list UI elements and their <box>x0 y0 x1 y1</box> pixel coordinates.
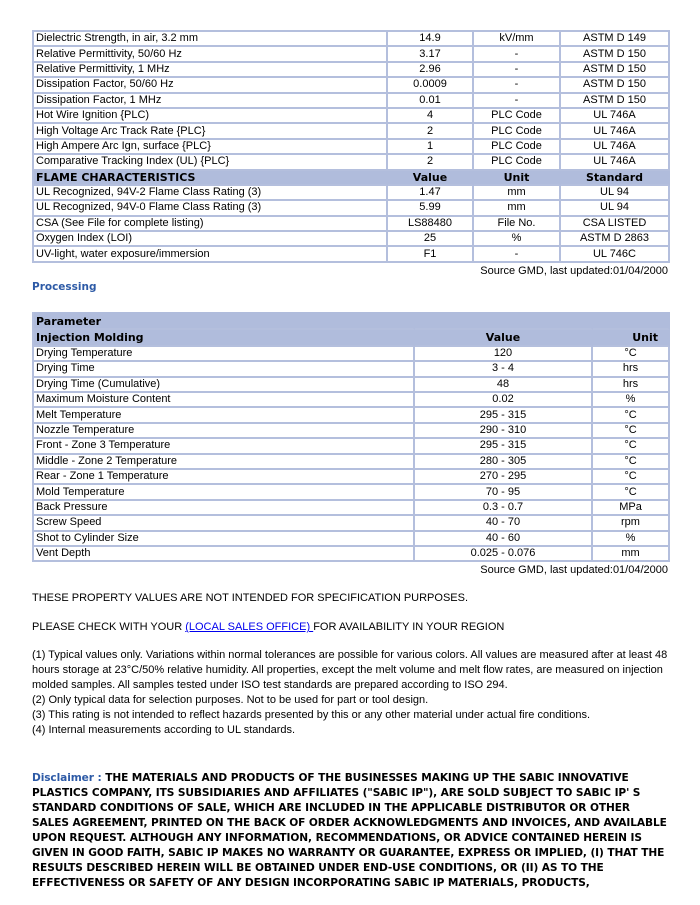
column-header-unit: Unit <box>474 171 561 186</box>
property-standard: ASTM D 149 <box>561 30 670 47</box>
property-value: LS88480 <box>388 217 474 232</box>
table-row <box>34 47 670 62</box>
column-header-standard: Standard <box>561 171 670 186</box>
parameter-value: 0.3 - 0.7 <box>415 501 593 516</box>
parameter-value: 290 - 310 <box>415 424 593 439</box>
table-row <box>34 393 670 408</box>
source-note: Source GMD, last updated:01/04/2000 <box>480 264 668 277</box>
parameter-unit: °C <box>593 470 670 485</box>
property-standard: ASTM D 150 <box>561 78 670 93</box>
parameter-unit: mm <box>593 547 670 562</box>
header-spacer <box>415 312 593 331</box>
column-header-value: Value <box>388 171 474 186</box>
datasheet-page <box>32 30 668 891</box>
processing-table <box>32 312 670 562</box>
table-row <box>34 232 670 247</box>
parameter-value: 3 - 4 <box>415 362 593 377</box>
property-value: 14.9 <box>388 30 474 47</box>
table-row <box>34 201 670 216</box>
table-row <box>34 155 670 170</box>
table-row <box>34 439 670 454</box>
parameter-unit: MPa <box>593 501 670 516</box>
processing-header-row-1 <box>34 312 670 331</box>
property-unit: - <box>474 78 561 93</box>
property-unit: PLC Code <box>474 109 561 124</box>
parameter-value: 280 - 305 <box>415 455 593 470</box>
property-value: 0.0009 <box>388 78 474 93</box>
parameter-name: Drying Temperature <box>34 347 415 362</box>
table-row <box>34 532 670 547</box>
property-name: High Ampere Arc Ign, surface {PLC} <box>34 140 388 155</box>
property-name: Comparative Tracking Index (UL) {PLC} <box>34 155 388 170</box>
parameter-unit: °C <box>593 485 670 500</box>
parameter-name: Front - Zone 3 Temperature <box>34 439 415 454</box>
disclaimer-label: Disclaimer : <box>32 772 106 785</box>
parameter-value: 0.025 - 0.076 <box>415 547 593 562</box>
parameter-unit: hrs <box>593 362 670 377</box>
disclaimer <box>32 771 668 891</box>
table-row <box>34 378 670 393</box>
property-unit: - <box>474 63 561 78</box>
table-row <box>34 347 670 362</box>
table-row <box>34 547 670 562</box>
property-standard: UL 94 <box>561 186 670 201</box>
parameter-value: 295 - 315 <box>415 439 593 454</box>
parameter-unit: rpm <box>593 516 670 531</box>
parameter-name: Drying Time <box>34 362 415 377</box>
properties-table <box>32 30 670 263</box>
property-name: Dielectric Strength, in air, 3.2 mm <box>34 30 388 47</box>
property-name: Dissipation Factor, 1 MHz <box>34 94 388 109</box>
table-row <box>34 424 670 439</box>
table-row <box>34 140 670 155</box>
parameter-unit: °C <box>593 408 670 423</box>
availability-prefix: PLEASE CHECK WITH YOUR <box>32 621 186 634</box>
property-name: High Voltage Arc Track Rate {PLC} <box>34 124 388 139</box>
processing-header-row-2 <box>34 330 670 347</box>
property-unit: PLC Code <box>474 140 561 155</box>
table-row <box>34 455 670 470</box>
property-name: UL Recognized, 94V-0 Flame Class Rating (3) <box>34 201 388 216</box>
table-row <box>34 124 670 139</box>
parameter-name: Melt Temperature <box>34 408 415 423</box>
property-standard: CSA LISTED <box>561 217 670 232</box>
column-header-unit: Unit <box>593 330 670 347</box>
footnote-2: (2) Only typical data for selection purposes. Not to be used for part or tool design. <box>32 694 429 707</box>
parameter-value: 120 <box>415 347 593 362</box>
parameter-name: Shot to Cylinder Size <box>34 532 415 547</box>
property-name: Relative Permittivity, 1 MHz <box>34 63 388 78</box>
property-unit: mm <box>474 186 561 201</box>
column-header-parameter: Parameter <box>34 312 415 331</box>
table-row <box>34 485 670 500</box>
parameter-name: Mold Temperature <box>34 485 415 500</box>
flame-characteristics-header <box>34 171 670 186</box>
table-row <box>34 94 670 109</box>
parameter-name: Vent Depth <box>34 547 415 562</box>
parameter-unit: °C <box>593 455 670 470</box>
property-unit: mm <box>474 201 561 216</box>
property-unit: kV/mm <box>474 30 561 47</box>
parameter-value: 40 - 60 <box>415 532 593 547</box>
table-row <box>34 501 670 516</box>
property-value: 1.47 <box>388 186 474 201</box>
parameter-name: Back Pressure <box>34 501 415 516</box>
source-note: Source GMD, last updated:01/04/2000 <box>480 564 668 577</box>
parameter-value: 0.02 <box>415 393 593 408</box>
parameter-value: 70 - 95 <box>415 485 593 500</box>
property-value: 2 <box>388 124 474 139</box>
parameter-name: Screw Speed <box>34 516 415 531</box>
disclaimer-text: THE MATERIALS AND PRODUCTS OF THE BUSINESSES MAKING UP THE SABIC INNOVATIVE PLASTICS COMPANY, ITS SUBSIDIARIES AND AFFILIATES ("SABIC IP"), ARE SOLD SUBJECT TO SABIC IP' S STANDARD CONDITIONS OF SALE, WHICH ARE INCLUDED IN THE APPLICABLE DISTRIBUTOR OR OTHER SALES AGREEMENT, PRINTED ON THE BACK OF ORDER ACKNOWLEDGMENTS AND INVOICES, AND AVAILABLE UPON REQUEST. ALTHOUGH ANY INFORMATION, RECOMMENDATIONS, OR ADVICE CONTAINED HEREIN IS GIVEN IN GOOD FAITH, SABIC IP MAKES NO WARRANTY OR GUARANTEE, EXPRESS OR IMPLIED, (I) THAT THE RESULTS DESCRIBED HEREIN WILL BE OBTAINED UNDER END-USE CONDITIONS, OR (II) AS TO THE EFFECTIVENESS OR SAFETY OF ANY DESIGN INCORPORATING SABIC IP MATERIALS, PRODUCTS, <box>32 772 667 890</box>
parameter-value: 40 - 70 <box>415 516 593 531</box>
parameter-value: 270 - 295 <box>415 470 593 485</box>
parameter-unit: °C <box>593 347 670 362</box>
parameter-value: 295 - 315 <box>415 408 593 423</box>
group-heading-injection-molding: Injection Molding <box>34 330 415 347</box>
property-value: 3.17 <box>388 47 474 62</box>
property-standard: UL 746A <box>561 140 670 155</box>
parameter-unit: % <box>593 393 670 408</box>
column-header-value: Value <box>415 330 593 347</box>
parameter-name: Maximum Moisture Content <box>34 393 415 408</box>
property-value: 5.99 <box>388 201 474 216</box>
property-standard: ASTM D 150 <box>561 47 670 62</box>
property-standard: ASTM D 150 <box>561 63 670 78</box>
parameter-value: 48 <box>415 378 593 393</box>
property-standard: UL 746A <box>561 109 670 124</box>
property-name: Relative Permittivity, 50/60 Hz <box>34 47 388 62</box>
parameter-name: Middle - Zone 2 Temperature <box>34 455 415 470</box>
property-unit: - <box>474 47 561 62</box>
property-value: 0.01 <box>388 94 474 109</box>
property-value: 2 <box>388 155 474 170</box>
availability-suffix: FOR AVAILABILITY IN YOUR REGION <box>313 621 505 634</box>
property-value: 4 <box>388 109 474 124</box>
parameter-unit: hrs <box>593 378 670 393</box>
table-row <box>34 63 670 78</box>
table-row <box>34 470 670 485</box>
specification-warning: THESE PROPERTY VALUES ARE NOT INTENDED FOR SPECIFICATION PURPOSES. <box>32 592 469 605</box>
footnotes <box>32 648 668 738</box>
table-row <box>34 217 670 232</box>
property-value: F1 <box>388 247 474 262</box>
property-name: Hot Wire Ignition {PLC) <box>34 109 388 124</box>
footnote-1: (1) Typical values only. Variations within normal tolerances are possible for various colors. All values are measured after at least 48 hours storage at 23°C/50% relative humidity. All properties, except the melt volume and melt flow rates, are measured on injection molded samples. All samples tested under ISO test standards are prepared according to ISO 294. <box>32 649 668 692</box>
table-row <box>34 78 670 93</box>
property-unit: PLC Code <box>474 155 561 170</box>
parameter-name: Drying Time (Cumulative) <box>34 378 415 393</box>
property-unit: - <box>474 247 561 262</box>
table-row <box>34 109 670 124</box>
property-unit: PLC Code <box>474 124 561 139</box>
property-unit: File No. <box>474 217 561 232</box>
header-spacer <box>593 312 670 331</box>
section-title-processing: Processing <box>32 280 97 293</box>
property-name: UV-light, water exposure/immersion <box>34 247 388 262</box>
table-row <box>34 30 670 47</box>
property-name: UL Recognized, 94V-2 Flame Class Rating (3) <box>34 186 388 201</box>
property-standard: UL 746A <box>561 155 670 170</box>
property-value: 2.96 <box>388 63 474 78</box>
property-unit: % <box>474 232 561 247</box>
footnote-4: (4) Internal measurements according to UL standards. <box>32 724 296 737</box>
property-name: Oxygen Index (LOI) <box>34 232 388 247</box>
property-value: 25 <box>388 232 474 247</box>
table-row <box>34 362 670 377</box>
property-name: CSA (See File for complete listing) <box>34 217 388 232</box>
property-unit: - <box>474 94 561 109</box>
property-standard: ASTM D 2863 <box>561 232 670 247</box>
parameter-name: Nozzle Temperature <box>34 424 415 439</box>
parameter-unit: °C <box>593 439 670 454</box>
parameter-unit: °C <box>593 424 670 439</box>
property-standard: UL 746A <box>561 124 670 139</box>
local-sales-office-link[interactable]: (LOCAL SALES OFFICE) <box>185 621 314 634</box>
property-standard: ASTM D 150 <box>561 94 670 109</box>
property-name: Dissipation Factor, 50/60 Hz <box>34 78 388 93</box>
parameter-unit: % <box>593 532 670 547</box>
property-standard: UL 746C <box>561 247 670 262</box>
property-value: 1 <box>388 140 474 155</box>
availability-notice <box>32 620 668 635</box>
parameter-name: Rear - Zone 1 Temperature <box>34 470 415 485</box>
table-row <box>34 516 670 531</box>
table-row <box>34 186 670 201</box>
property-standard: UL 94 <box>561 201 670 216</box>
table-row <box>34 247 670 262</box>
table-row <box>34 408 670 423</box>
footnote-3: (3) This rating is not intended to reflect hazards presented by this or any other material under actual fire conditions. <box>32 709 591 722</box>
section-heading: FLAME CHARACTERISTICS <box>34 171 388 186</box>
